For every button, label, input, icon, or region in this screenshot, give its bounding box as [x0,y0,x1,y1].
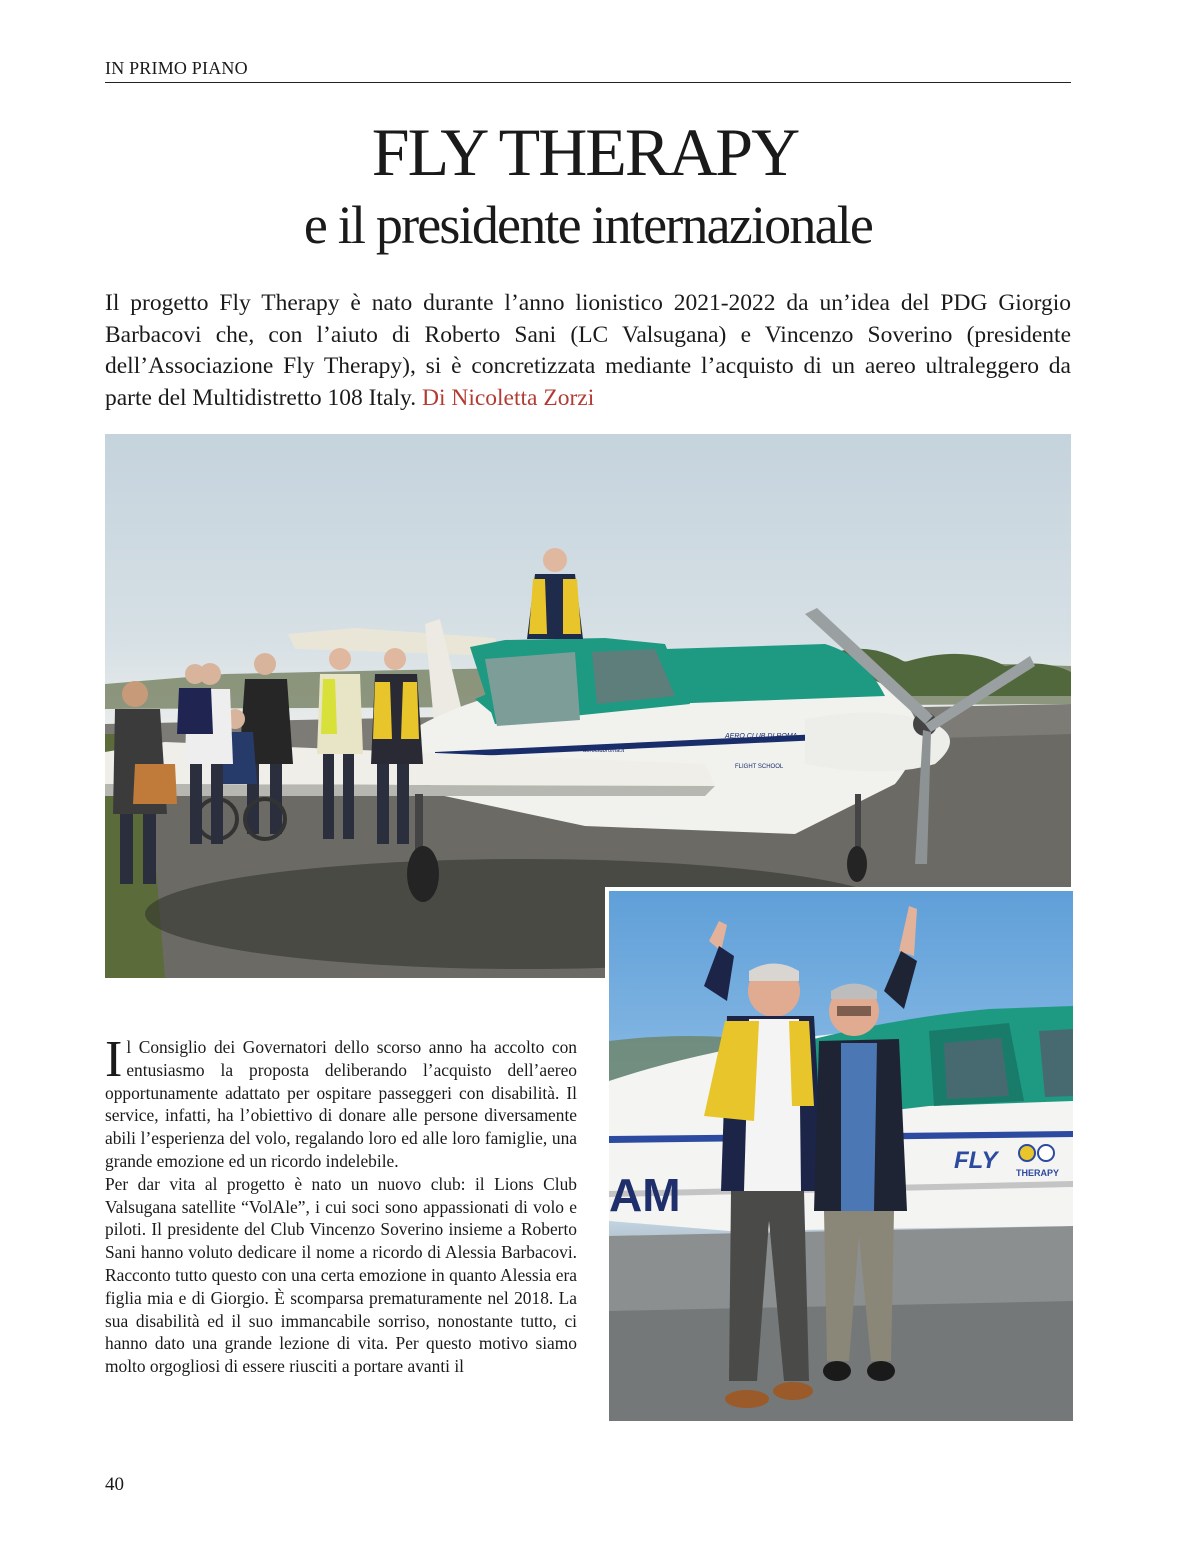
fuselage-text-aeroclub: AERO CLUB DI ROMA [725,733,798,740]
byline: Di Nicoletta Zorzi [421,384,595,411]
lead-text: Il progetto Fly Therapy è nato durante l’anno lionistico 2021-2022 da un’idea del PDG Giorgio Barbacovi che, con l’aiuto di Roberto Sani (LC Valsugana) e Vincenzo Soverino (presidente dell’Associazione Fly Therapy), si è concretizzata mediante l’acquisto di un aereo ultraleggero da parte del Multidistretto 108 Italy. [105,290,1071,411]
page-number: 40 [105,1474,124,1495]
body-paragraph-1 [105,1031,577,1173]
article-lead [105,288,1071,414]
drop-cap: I [105,1031,123,1088]
header-rule [105,82,1071,83]
article-subtitle: e il presidente internazionale [303,195,873,255]
aircraft-logo-fly: FLY [954,1147,998,1174]
section-label: IN PRIMO PIANO [105,58,248,78]
body-paragraph-2: Per dar vita al progetto è nato un nuovo club: il Lions Club Valsugana satellite “VolAle”, i cui soci sono appassionati di volo e piloti. Il presidente del Club Vincenzo Soverino insieme a Roberto Sani hanno voluto dedicare il nome a ricordo di Alessia Barbacovi. Racconto tutto questo con una certa emozione in quanto Alessia era figlia mia e di Giorgio. È scomparsa prematuramente nel 2018. La sua disabilità ed il suo immancabile sorriso, nonostante tutto, ci hanno dato una grande lezione di vita. Per questo motivo siamo molto orgogliosi di essere riusciti a portare avanti il [105,1173,577,1377]
article-title: FLY THERAPY [371,114,799,190]
article-body [105,1031,577,1378]
fuselage-text-website: aeroclubroma.it [583,748,625,754]
body-paragraph-1-text: l Consiglio dei Governatori dello scorso anno ha accolto con entusiasmo la proposta deliberando l’acquisto dell’aereo opportunamente adattato per ospitare passeggeri con disabilità. Il service, infatti, ha l’obiettivo di donare alle persone diversamente abili l’esperienza del volo, regalando loro ed alle loro famiglie, una grande emozione ed un ricordo indelebile. [105,1037,577,1171]
aircraft-registration-fragment: AM [609,1169,681,1221]
fuselage-text-flightschool: FLIGHT SCHOOL [735,764,784,770]
photo-celebration [605,887,1073,1421]
aircraft-logo-therapy: THERAPY [1016,1168,1060,1178]
